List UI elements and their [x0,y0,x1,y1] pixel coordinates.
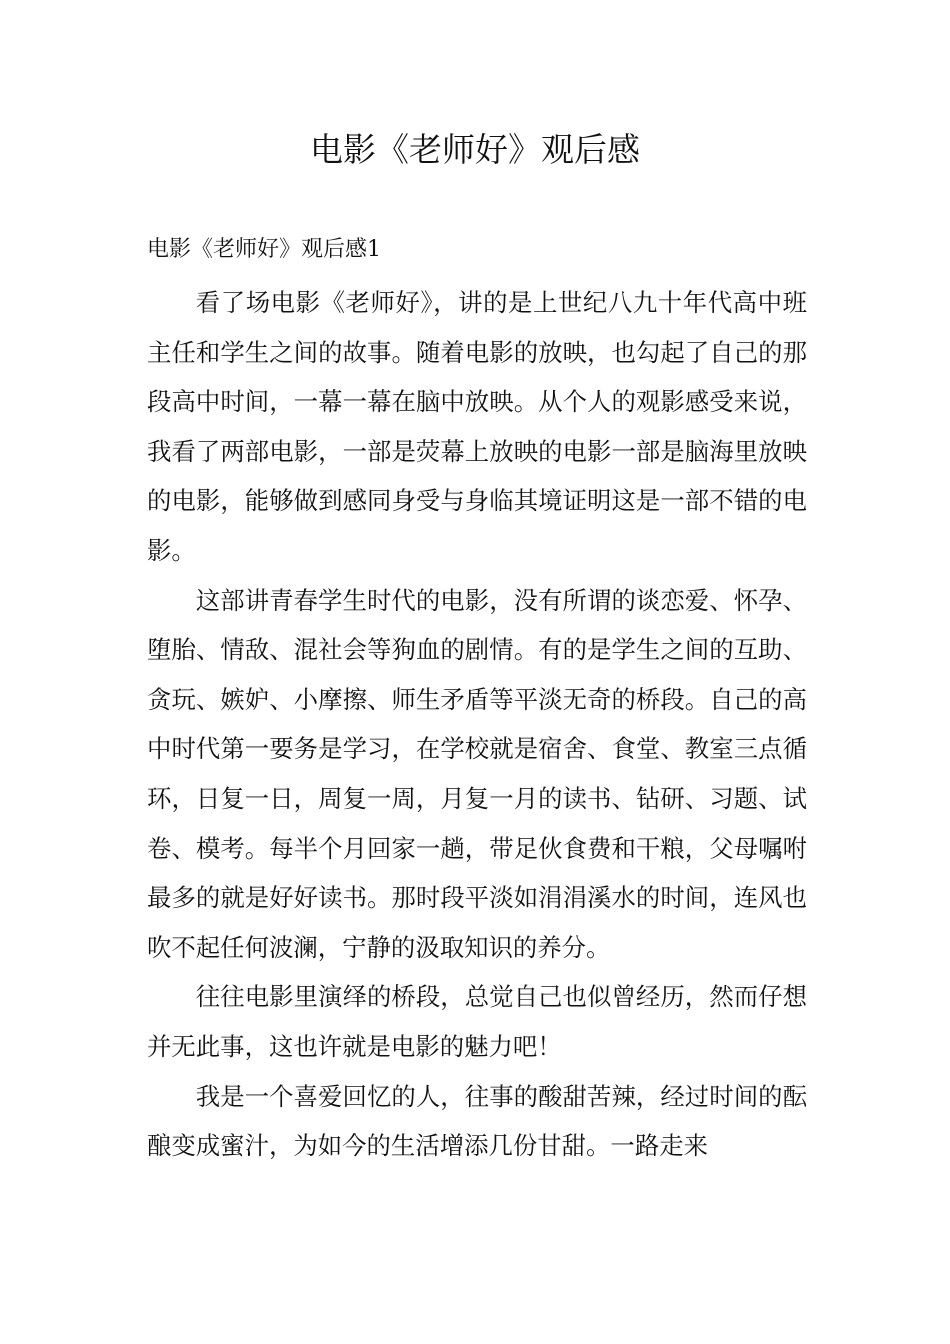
paragraph-2: 这部讲青春学生时代的电影，没有所谓的谈恋爱、怀孕、堕胎、情敌、混社会等狗血的剧情。有的是学生之间的互助、贪玩、嫉妒、小摩擦、师生矛盾等平淡无奇的桥段。自己的高中时代第一要务是学习，在学校就是宿舍、食堂、教室三点循环，日复一日，周复一周，月复一月的读书、钻研、习题、试卷、模考。每半个月回家一趟，带足伙食费和干粮，父母嘱咐最多的就是好好读书。那时段平淡如涓涓溪水的时间，连风也吹不起任何波澜，宁静的汲取知识的养分。 [147,585,807,962]
paragraph-4: 我是一个喜爱回忆的人，往事的酸甜苦辣，经过时间的酝酿变成蜜汁，为如今的生活增添几份甘甜。一路走来 [147,1081,807,1161]
document-title: 电影《老师好》观后感 [310,130,640,169]
section-heading: 电影《老师好》观后感1 [147,237,381,262]
document-body [147,278,807,1171]
paragraph-3: 往往电影里演绎的桥段，总觉自己也似曾经历，然而仔想并无此事，这也许就是电影的魅力吧！ [147,982,807,1061]
paragraph-1: 看了场电影《老师好》，讲的是上世纪八九十年代高中班主任和学生之间的故事。随着电影的放映，也勾起了自己的那段高中时间，一幕一幕在脑中放映。从个人的观影感受来说，我看了两部电影，一部是荧幕上放映的电影一部是脑海里放映的电影，能够做到感同身受与身临其境证明这是一部不错的电影。 [147,288,807,565]
